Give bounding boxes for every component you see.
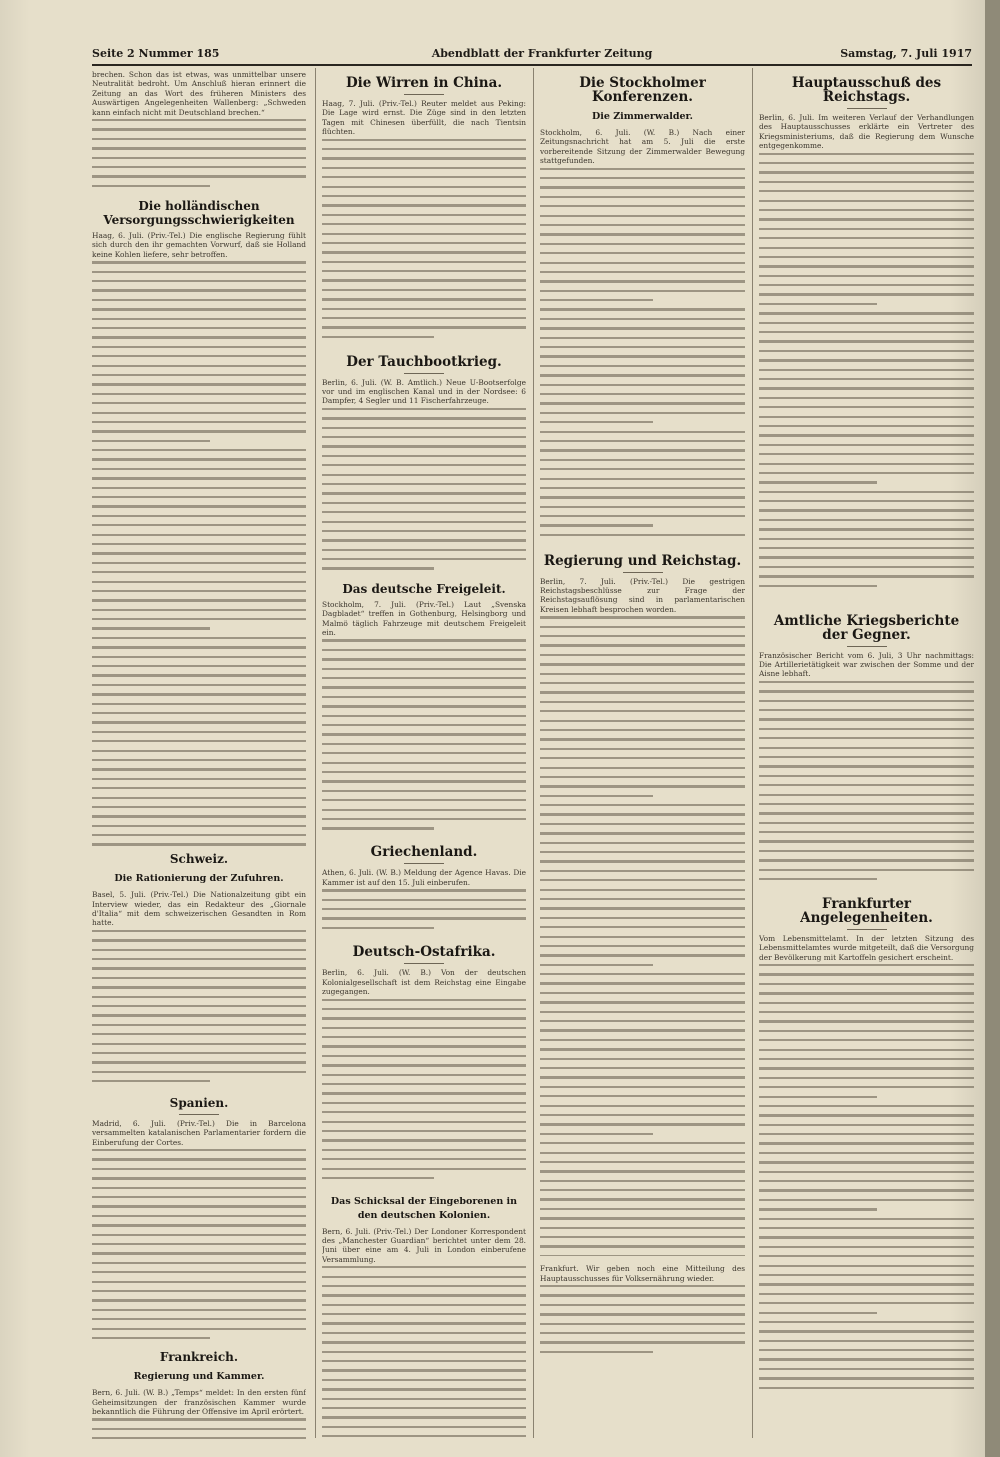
article-lead: Stockholm, 6. Juli. (W. B.) Nach einer Zeitungsnachricht hat am 5. Juli die erste vorbereitende Sitzung der Zimmerwalder Bewegung stattgefunden. — [540, 128, 745, 166]
article-headline: Frankfurter Angelegenheiten. — [800, 895, 933, 926]
article-body — [759, 681, 974, 891]
separator — [847, 929, 887, 930]
article-body — [92, 1149, 306, 1344]
article-body — [92, 930, 306, 1090]
article-body — [322, 999, 526, 1189]
article-lead: Stockholm, 7. Juli. (Priv.-Tel.) Laut „Svenska Dagbladet“ treffen in Gothenburg, Helsingborg und Malmö täglich Fahrzeuge mit deutschem Freigeleit ein. — [322, 599, 526, 638]
article-headline: Frankreich. — [159, 1350, 239, 1365]
separator — [179, 1114, 219, 1115]
article-lead: Berlin, 6. Juli. Im weiteren Verlauf der Verhandlungen des Hauptausschusses erklärte ein Vertreter des Kriegsministeriums, daß die Regierung dem Wunsche entgegenkomme. — [759, 113, 974, 151]
article-lead: Madrid, 6. Juli. (Priv.-Tel.) Die in Barcelona versammelten katalanischen Parlamentarier fordern die Einberufung der Cortes. — [92, 1118, 306, 1147]
article-lead: Basel, 5. Juli. (Priv.-Tel.) Die Nationalzeitung gibt ein Interview wieder, das ein Redakteur des „Giornale d'Italia“ mit dem schweizerischen Gesandten in Rom hatte. — [92, 890, 306, 928]
page-edge — [985, 0, 1000, 1457]
article-headline: Das deutsche Freigeleit. — [342, 581, 506, 596]
article-body — [759, 964, 974, 1404]
article-body — [92, 261, 306, 846]
column-3 — [540, 70, 745, 1440]
article-body — [540, 168, 745, 548]
article-lead: Haag, 7. Juli. (Priv.-Tel.) Reuter meldet aus Peking: Die Lage wird ernst. Die Züge sind in den letzten Tagen mit Chinesen überfüllt, die nach Tientsin flüchten. — [322, 99, 526, 137]
newspaper-title: Abendblatt der Frankfurter Zeitung — [431, 47, 653, 60]
article-headline: Schweiz. — [169, 852, 229, 867]
separator — [404, 963, 444, 964]
article-lead: Vom Lebensmittelamt. In der letzten Sitzung des Lebensmittelamtes wurde mitgeteilt, daß die Versorgung der Bevölkerung mit Kartoffeln gesichert erscheint. — [759, 933, 974, 962]
article-headline: Der Tauchbootkrieg. — [346, 353, 502, 370]
article-lead: Bern, 6. Juli. (W. B.) „Temps“ meldet: In den ersten fünf Geheimsitzungen der französischen Kammer wurde bekanntlich die Führung der Offensive im April erörtert. — [92, 1388, 306, 1416]
article-headline: Die holländischen Versorgungsschwierigkeiten — [103, 199, 295, 228]
page-number: Seite 2 Nummer 185 — [92, 47, 220, 60]
article-lead: Berlin, 7. Juli. (Priv.-Tel.) Die gestrigen Reichstagsbeschlüsse zur Frage der Reichstagsauflösung sind in parlamentarischen Kreisen lebhaft besprochen worden. — [540, 576, 745, 614]
article-body — [540, 616, 745, 1256]
column-1 — [92, 70, 306, 1440]
issue-date: Samstag, 7. Juli 1917 — [840, 47, 972, 60]
article-body — [322, 639, 526, 839]
article-continuation: brechen. Schon das ist etwas, was unmittelbar unsere Neutralität bedroht. Um Anschluß hieran erinnert die Zeitung an das Wort des früheren Ministers des Auswärtigen Angelegenheiten Wallenberg: „Schweden kann einfach nicht mit Deutschland brechen.“ — [92, 70, 306, 117]
article-headline: Die Stockholmer Konferenzen. — [579, 75, 706, 105]
separator — [404, 863, 444, 864]
article-body — [759, 153, 974, 608]
article-body — [322, 408, 526, 576]
article-headline: Amtliche Kriegsberichte der Gegner. — [773, 612, 960, 643]
article-headline: Die Wirren in China. — [345, 75, 503, 91]
article-lead: Berlin, 6. Juli. (W. B. Amtlich.) Neue U-Bootserfolge vor und im englischen Kanal und in der Nordsee: 6 Dampfer, 4 Segler und 11 Fischerfahrzeuge. — [322, 377, 526, 406]
article-subheadline: Die Zimmerwalder. — [592, 111, 693, 122]
article-body — [322, 139, 526, 349]
column-2 — [322, 70, 526, 1440]
article-body — [322, 889, 526, 939]
article-lead: Frankfurt. Wir geben noch eine Mitteilung des Hauptausschusses für Volksernährung wieder. — [540, 1264, 745, 1283]
article-body — [92, 1418, 306, 1440]
column-4 — [759, 70, 974, 1440]
separator — [847, 108, 887, 109]
article-headline: Spanien. — [169, 1095, 229, 1110]
article-lead: Berlin, 6. Juli. (W. B.) Von der deutschen Kolonialgesellschaft ist dem Reichstag eine Eingabe zugegangen. — [322, 968, 526, 997]
article-subheadline: Regierung und Kammer. — [133, 1371, 265, 1383]
article-headline: Griechenland. — [370, 844, 478, 861]
article-headline: Deutsch-Ostafrika. — [352, 944, 496, 961]
separator — [623, 572, 663, 573]
article-lead: Athen, 6. Juli. (W. B.) Meldung der Agence Havas. Die Kammer ist auf den 15. Juli einberufen. — [322, 868, 526, 887]
column-rule — [752, 68, 753, 1438]
separator — [847, 646, 887, 647]
separator — [404, 94, 444, 95]
text-block — [92, 119, 306, 193]
masthead — [92, 44, 972, 66]
article-headline: Regierung und Reichstag. — [543, 552, 742, 569]
article-headline: Das Schicksal der Eingeborenen in den deutschen Kolonien. — [330, 1195, 518, 1221]
article-lead: Französischer Bericht vom 6. Juli, 3 Uhr nachmittags: Die Artillerietätigkeit war zwischen der Somme und der Aisne lebhaft. — [759, 650, 974, 679]
column-rule — [533, 68, 534, 1438]
article-body — [322, 1266, 526, 1440]
separator — [404, 373, 444, 374]
article-lead: Haag, 6. Juli. (Priv.-Tel.) Die englische Regierung fühlt sich durch den ihr gemachten Vorwurf, daß sie Holland keine Kohlen liefere, sehr betroffen. — [92, 231, 306, 259]
article-subheadline: Die Rationierung der Zufuhren. — [114, 873, 284, 885]
article-body — [540, 1285, 745, 1365]
article-headline: Hauptausschuß des Reichstags. — [791, 75, 942, 105]
article-lead: Bern, 6. Juli. (Priv.-Tel.) Der Londoner Korrespondent des „Manchester Guardian“ berichtet unter dem 28. Juni über eine am 4. Juli in London einberufene Versammlung. — [322, 1226, 526, 1264]
column-rule — [315, 68, 316, 1438]
